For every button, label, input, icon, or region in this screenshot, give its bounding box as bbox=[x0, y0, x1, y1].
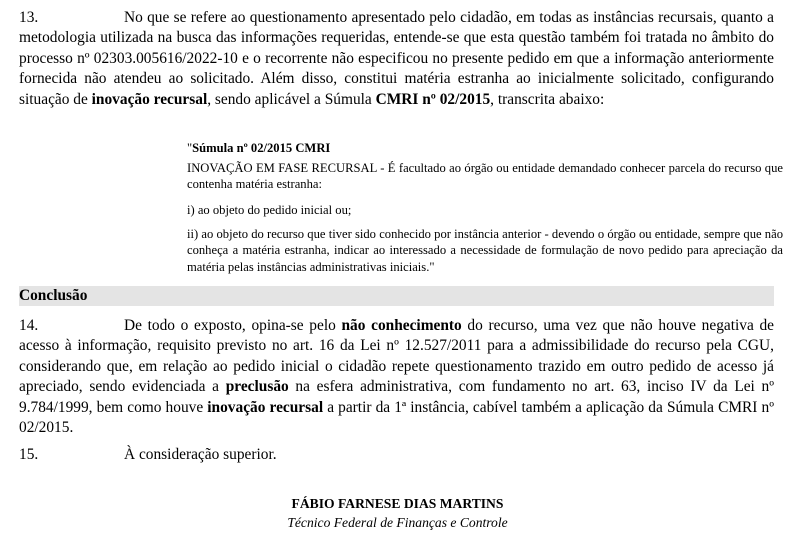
emphasis-text: preclusão bbox=[225, 378, 289, 396]
emphasis-text: não conhecimento bbox=[341, 317, 462, 334]
section-heading: Conclusão bbox=[19, 286, 774, 306]
signature-role: Técnico Federal de Finanças e Controle bbox=[287, 515, 508, 530]
quote-title bbox=[187, 140, 783, 156]
quote-title-text: Súmula nº 02/2015 CMRI bbox=[192, 141, 331, 155]
quote-text: i) ao objeto do pedido inicial ou; bbox=[187, 203, 352, 217]
paragraph-text: a partir da 1ª instância, cabível também a aplicação da Súmula CMRI nº 02/2015. bbox=[19, 398, 774, 437]
paragraph-number: 13. bbox=[19, 9, 39, 26]
quote-line bbox=[187, 226, 783, 275]
paragraph-text: do recurso, uma vez que não houve negativa de acesso à informação, requisito previsto no art. 16 da Lei nº 12.527/2011 para a admissibilidade do recurso pela CGU, considerando que, em relação ao pedido inicial o cidadão repete questionamento trazido em outro pedido de acesso já apreciado, sendo evidenciada a bbox=[19, 317, 775, 396]
quote-open-mark: " bbox=[187, 141, 193, 155]
paragraph-15 bbox=[19, 445, 774, 465]
paragraph-text: À consideração superior. bbox=[124, 446, 277, 463]
paragraph-text: De todo o exposto, opina-se pelo bbox=[124, 317, 342, 334]
paragraph-13 bbox=[19, 8, 774, 110]
paragraph-text: , sendo aplicável a Súmula bbox=[207, 90, 376, 108]
quote-line bbox=[187, 202, 783, 218]
paragraph-text: na esfera administrativa, com fundamento no art. 63, inciso IV da Lei nº 9.784/1999, bem como houve bbox=[19, 378, 774, 416]
emphasis-text: CMRI nº 02/2015 bbox=[375, 90, 491, 108]
quote-text: ii) ao objeto do recurso que tiver sido conhecido por instância anterior - devendo o órgão ou entidade, sempre que não conheça a matéria estranha, indicar ao interessado a necessidade de formulação de novo pedido para apreciação da matéria pelas instâncias administrativas iniciais." bbox=[187, 227, 783, 274]
paragraph-14 bbox=[19, 316, 774, 438]
emphasis-text: inovação recursal bbox=[207, 398, 324, 416]
quote-line bbox=[187, 160, 783, 193]
signature-name: FÁBIO FARNESE DIAS MARTINS bbox=[291, 496, 504, 511]
paragraph-text: No que se refere ao questionamento apresentado pelo cidadão, em todas as instâncias recursais, quanto a metodologia utilizada na busca das informações requeridas, entende-se que esta questão também foi tratada no âmbito do processo nº 02303.005616/2022-10 e o recorrente não especificou no presente pedido em que a informação anteriormente fornecida não atendeu ao solicitado. Além disso, constitui matéria estranha ao inicialmente solicitado, configurando situação de bbox=[19, 9, 774, 108]
emphasis-text: inovação recursal bbox=[91, 90, 208, 108]
paragraph-text: , transcrita abaixo: bbox=[490, 90, 605, 108]
paragraph-number: 14. bbox=[19, 317, 39, 334]
paragraph-number: 15. bbox=[19, 446, 39, 463]
quote-text: INOVAÇÃO EM FASE RECURSAL - É facultado ao órgão ou entidade demandado conhecer parcela do recurso que contenha matéria estranha: bbox=[187, 161, 783, 192]
